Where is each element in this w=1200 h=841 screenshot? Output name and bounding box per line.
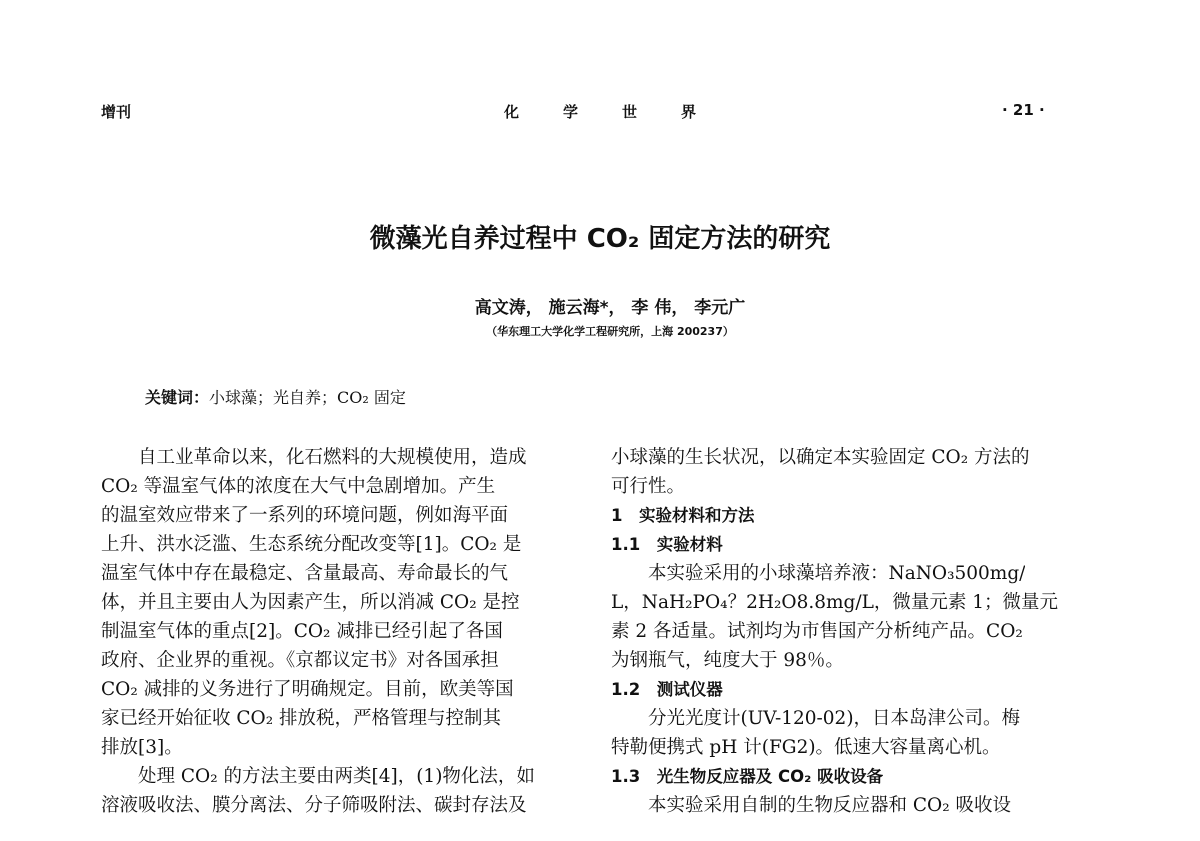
left-column [101, 443, 573, 841]
body-line: 上升、洪水泛滥、生态系统分配改变等[1]。CO₂ 是 [101, 534, 522, 555]
body-line: 处理 CO₂ 的方法主要由两类[4]，(1)物化法，如 [101, 766, 535, 787]
body-line: 政府、企业界的重视。《京都议定书》对各国承担 [101, 650, 499, 671]
affiliation: （华东理工大学化学工程研究所，上海 200237） [486, 325, 734, 338]
body-line: 本实验采用的小球藻培养液：NaNO₃500mg/ [611, 563, 1026, 584]
body-line: 小球藻的生长状况，以确定本实验固定 CO₂ 方法的 [611, 447, 1030, 468]
body-line: CO₂ 等温室气体的浓度在大气中急剧增加。产生 [101, 476, 496, 497]
body-line: 制温室气体的重点[2]。CO₂ 减排已经引起了各国 [101, 621, 503, 642]
body-line: 特勒便携式 pH 计(FG2)。低速大容量离心机。 [611, 737, 1001, 758]
journal-name: 化学世界 [503, 103, 740, 121]
keywords-text: 小球藻；光自养；CO₂ 固定 [209, 388, 406, 407]
keywords-label: 关键词： [145, 388, 210, 407]
body-line: 家已经开始征收 CO₂ 排放税，严格管理与控制其 [101, 708, 502, 729]
keywords [145, 385, 406, 408]
authors: 高文涛， 施云海*， 李 伟， 李元广 [474, 298, 746, 318]
body-line: 的温室效应带来了一系列的环境问题，例如海平面 [101, 505, 509, 526]
body-line: 排放[3]。 [101, 737, 183, 758]
body-line: 溶液吸收法、膜分离法、分子筛吸附法、碳封存法及 [101, 795, 527, 816]
page-number: · 21 · [1002, 101, 1045, 119]
body-line: 本实验采用自制的生物反应器和 CO₂ 吸收设 [611, 795, 1012, 816]
paper-title: 微藻光自养过程中 CO₂ 固定方法的研究 [369, 224, 831, 254]
body-line: 可行性。 [611, 476, 686, 497]
body-line: CO₂ 减排的义务进行了明确规定。目前，欧美等国 [101, 679, 514, 700]
subsection-heading: 1.1 实验材料 [611, 535, 723, 554]
journal-issue-label: 增刊 [101, 103, 132, 121]
body-line: 体，并且主要由人为因素产生，所以消减 CO₂ 是控 [101, 592, 520, 613]
body-line: L，NaH₂PO₄？2H₂O8.8mg/L，微量元素 1；微量元 [611, 592, 1059, 613]
body-line: 温室气体中存在最稳定、含量最高、寿命最长的气 [101, 563, 509, 584]
section-heading: 1 实验材料和方法 [611, 506, 755, 525]
subsection-heading: 1.3 光生物反应器及 CO₂ 吸收设备 [611, 767, 884, 786]
subsection-heading: 1.2 测试仪器 [611, 680, 723, 699]
body-line: 为钢瓶气，纯度大于 98％。 [611, 650, 844, 671]
right-column [611, 443, 1086, 841]
body-line: 素 2 各适量。试剂均为市售国产分析纯产品。CO₂ [611, 621, 1023, 642]
body-line: 分光光度计(UV-120-02)，日本岛津公司。梅 [611, 708, 1021, 729]
body-line: 自工业革命以来，化石燃料的大规模使用，造成 [101, 447, 527, 468]
